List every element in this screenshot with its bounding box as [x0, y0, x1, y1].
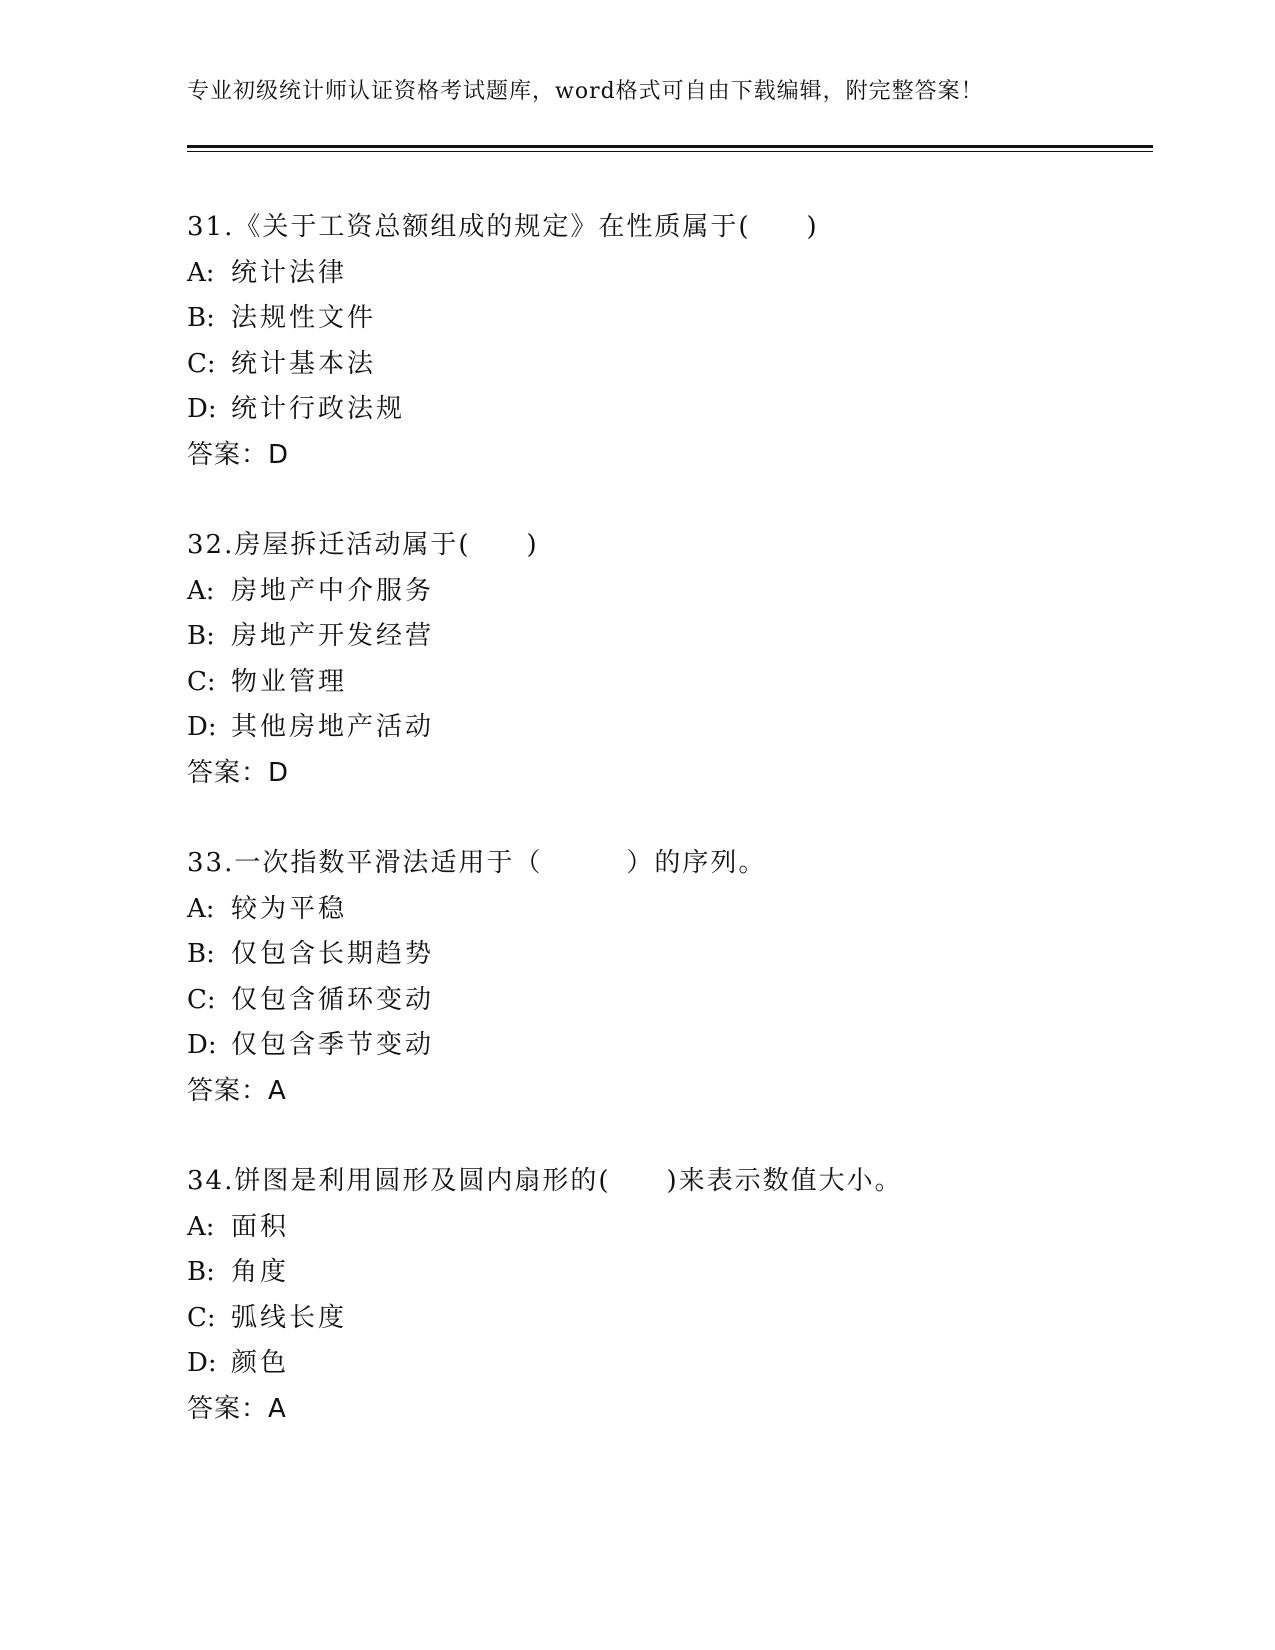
- option-d: [187, 1023, 1147, 1069]
- option-a: [187, 251, 1147, 297]
- option-text: 弧线长度: [231, 1302, 348, 1333]
- option-text: 仅包含长期趋势: [231, 939, 435, 969]
- option-text: 法规性文件: [231, 303, 377, 333]
- option-c: [187, 1296, 1147, 1342]
- option-letter: D:: [187, 712, 217, 742]
- option-letter: A:: [187, 1211, 215, 1242]
- answer-line: 答案：D: [187, 757, 290, 788]
- option-c: [187, 342, 1147, 388]
- option-text: 房地产开发经营: [231, 621, 435, 651]
- option-letter: B:: [187, 1257, 215, 1287]
- option-b: [187, 1250, 1147, 1296]
- option-letter: D:: [187, 1030, 217, 1060]
- question-stem: 32.房屋拆迁活动属于( ): [187, 530, 539, 560]
- option-text: 统计法律: [231, 257, 348, 288]
- option-text: 统计行政法规: [231, 394, 406, 424]
- answer-line: 答案：A: [187, 1075, 287, 1106]
- header-rule-thin: [187, 151, 1153, 152]
- option-letter: D:: [187, 1348, 217, 1378]
- page-header: 专业初级统计师认证资格考试题库，word格式可自由下载编辑，附完整答案！: [187, 79, 984, 104]
- question-stem: 33.一次指数平滑法适用于（ ）的序列。: [187, 848, 767, 878]
- question-stem: 34.饼图是利用圆形及圆内扇形的( )来表示数值大小。: [187, 1166, 903, 1196]
- option-c: [187, 978, 1147, 1024]
- option-letter: C:: [187, 348, 216, 379]
- option-letter: A:: [187, 257, 215, 288]
- option-a: [187, 569, 1147, 615]
- question-stem: 31.《关于工资总额组成的规定》在性质属于( ): [187, 212, 819, 242]
- option-text: 物业管理: [231, 666, 348, 697]
- option-text: 统计基本法: [231, 348, 377, 379]
- option-text: 面积: [231, 1211, 290, 1242]
- option-letter: D:: [187, 394, 217, 424]
- option-text: 仅包含季节变动: [231, 1030, 435, 1060]
- question-34: [187, 1159, 1147, 1432]
- option-text: 颜色: [231, 1348, 290, 1378]
- option-text: 较为平稳: [231, 893, 348, 924]
- option-letter: C:: [187, 1302, 216, 1333]
- option-letter: A:: [187, 575, 215, 606]
- option-letter: A:: [187, 893, 215, 924]
- option-c: [187, 660, 1147, 706]
- option-letter: C:: [187, 984, 216, 1015]
- option-text: 其他房地产活动: [231, 712, 435, 742]
- option-text: 房地产中介服务: [231, 575, 435, 606]
- option-b: [187, 614, 1147, 660]
- option-letter: B:: [187, 939, 215, 969]
- option-b: [187, 932, 1147, 978]
- option-a: [187, 1205, 1147, 1251]
- answer-line: 答案：A: [187, 1393, 287, 1424]
- option-letter: C:: [187, 666, 216, 697]
- header-rule-thick: [187, 145, 1153, 148]
- option-d: [187, 387, 1147, 433]
- option-d: [187, 705, 1147, 751]
- option-a: [187, 887, 1147, 933]
- option-letter: B:: [187, 621, 215, 651]
- option-d: [187, 1341, 1147, 1387]
- question-33: [187, 841, 1147, 1114]
- option-text: 角度: [231, 1257, 290, 1287]
- question-32: [187, 523, 1147, 796]
- option-b: [187, 296, 1147, 342]
- question-31: [187, 205, 1147, 478]
- answer-line: 答案：D: [187, 439, 290, 470]
- option-text: 仅包含循环变动: [231, 984, 435, 1015]
- option-letter: B:: [187, 303, 215, 333]
